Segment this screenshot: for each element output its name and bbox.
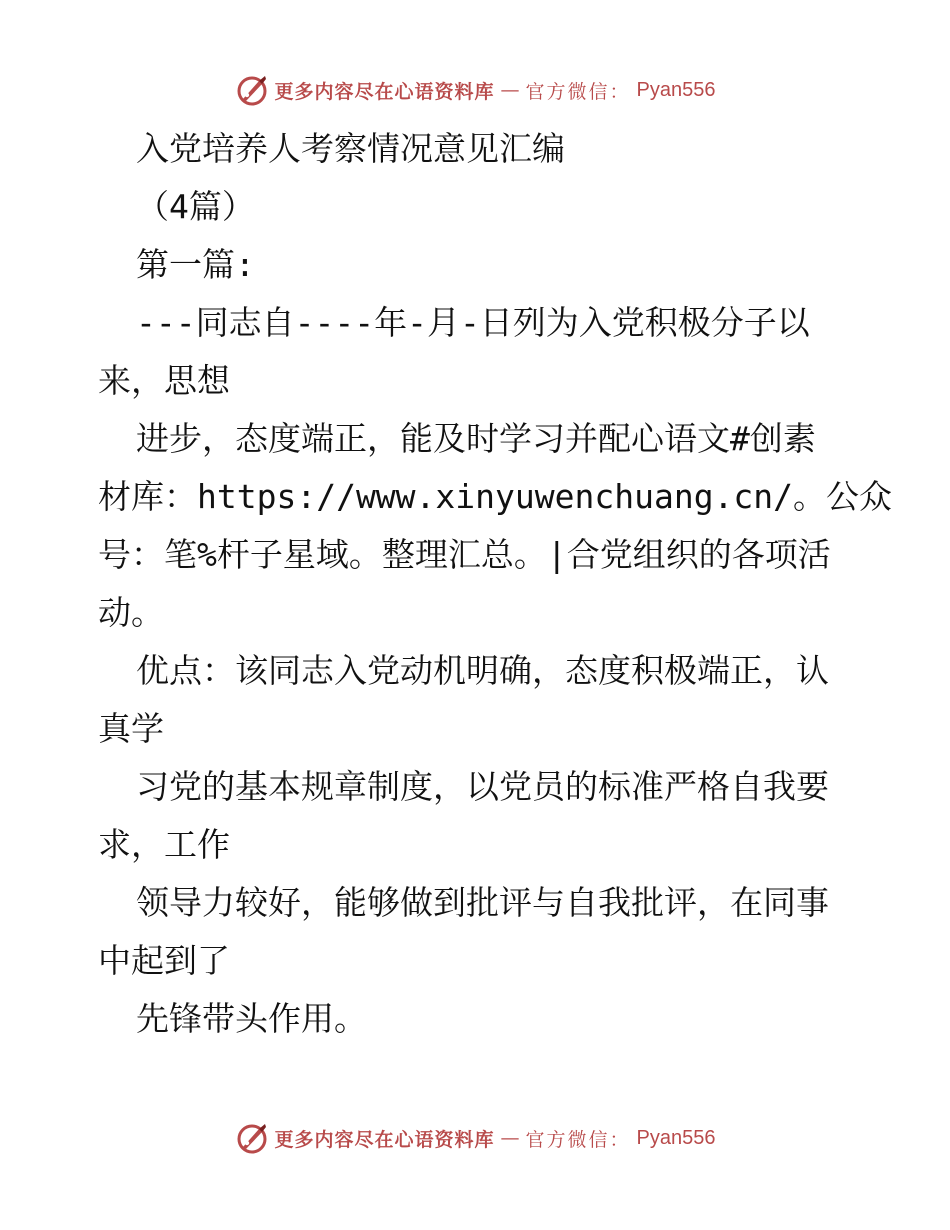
body-line: 求，工作 <box>98 825 230 864</box>
promo-text: 更多内容尽在心语资料库 <box>274 1128 495 1151</box>
wechat-id: Pyan556 <box>636 1126 716 1149</box>
promo-separator: — <box>500 79 520 101</box>
quill-pen-logo-icon <box>235 73 269 107</box>
wechat-label: 官方微信： <box>525 1128 631 1151</box>
body-line: ---同志自----年-月-日列为入党积极分子以 <box>136 303 810 342</box>
quill-pen-logo-icon <box>235 1121 269 1155</box>
document-subtitle: （4篇） <box>136 187 255 226</box>
body-line: 进步，态度端正，能及时学习并配心语文#创素 <box>136 419 816 458</box>
document-body <box>98 120 893 1048</box>
body-line: 中起到了 <box>98 941 230 980</box>
promo-separator: — <box>500 1127 520 1149</box>
wechat-id: Pyan556 <box>636 78 716 101</box>
body-line: 习党的基本规章制度，以党员的标准严格自我要 <box>136 767 829 806</box>
header-watermark <box>0 70 950 110</box>
footer-watermark <box>0 1118 950 1158</box>
document-title: 入党培养人考察情况意见汇编 <box>136 129 565 168</box>
body-line: 优点：该同志入党动机明确，态度积极端正，认 <box>136 651 829 690</box>
body-line: 真学 <box>98 709 164 748</box>
body-line: 号：笔%杆子星域。整理汇总。|合党组织的各项活 <box>98 535 831 574</box>
body-line: 材库：https://www.xinyuwenchuang.cn/。公众 <box>98 477 893 516</box>
body-line: 来，思想 <box>98 361 230 400</box>
body-line: 先锋带头作用。 <box>136 999 367 1038</box>
section-heading: 第一篇: <box>136 245 255 284</box>
body-line: 动。 <box>98 593 164 632</box>
promo-text: 更多内容尽在心语资料库 <box>274 80 495 103</box>
wechat-label: 官方微信： <box>525 80 631 103</box>
body-line: 领导力较好，能够做到批评与自我批评，在同事 <box>136 883 829 922</box>
